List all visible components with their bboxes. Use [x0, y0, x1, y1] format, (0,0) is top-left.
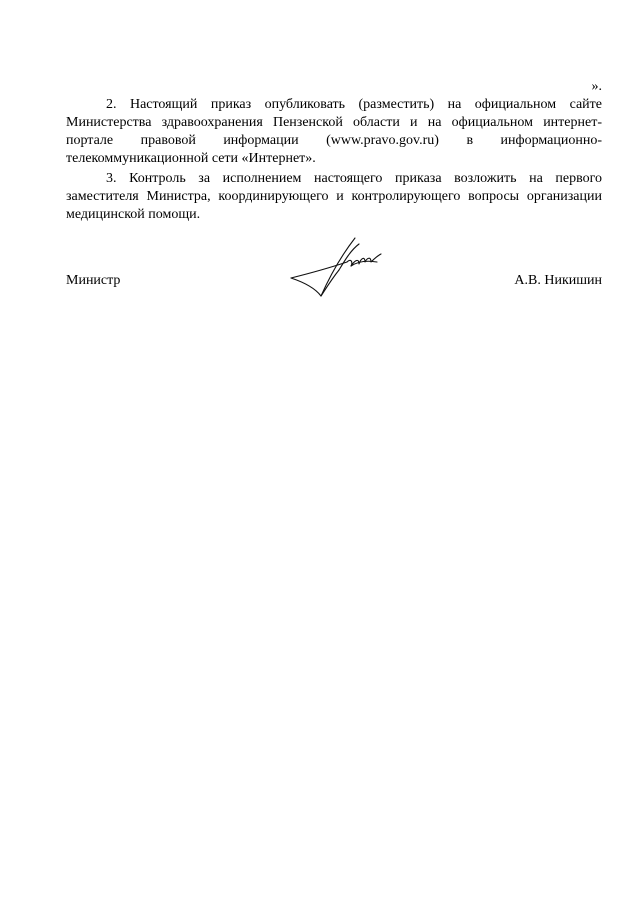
- paragraph-3: [66, 170, 602, 224]
- paragraph-2: [66, 96, 602, 168]
- document-body: [66, 96, 602, 224]
- signatory-title: Министр: [66, 273, 121, 288]
- paragraph-2-line-4: телекоммуникационной сети «Интернет».: [66, 151, 316, 166]
- paragraph-2-line-2: Министерства здравоохранения Пензенской области и на официальном интернет-: [66, 115, 602, 130]
- paragraph-2-line-3: портале правовой информации (www.pravo.gov.ru) в информационно-: [66, 133, 602, 148]
- closing-quote: ».: [591, 79, 602, 94]
- paragraph-2-line-1: 2. Настоящий приказ опубликовать (разместить) на официальном сайте: [106, 97, 602, 112]
- paragraph-3-line-3: медицинской помощи.: [66, 207, 201, 222]
- handwritten-signature: [285, 232, 395, 304]
- signatory-name: А.В. Никишин: [514, 273, 602, 288]
- paragraph-3-line-1: 3. Контроль за исполнением настоящего приказа возложить на первого: [106, 171, 602, 186]
- paragraph-3-line-2: заместителя Министра, координирующего и контролирующего вопросы организации: [66, 189, 602, 204]
